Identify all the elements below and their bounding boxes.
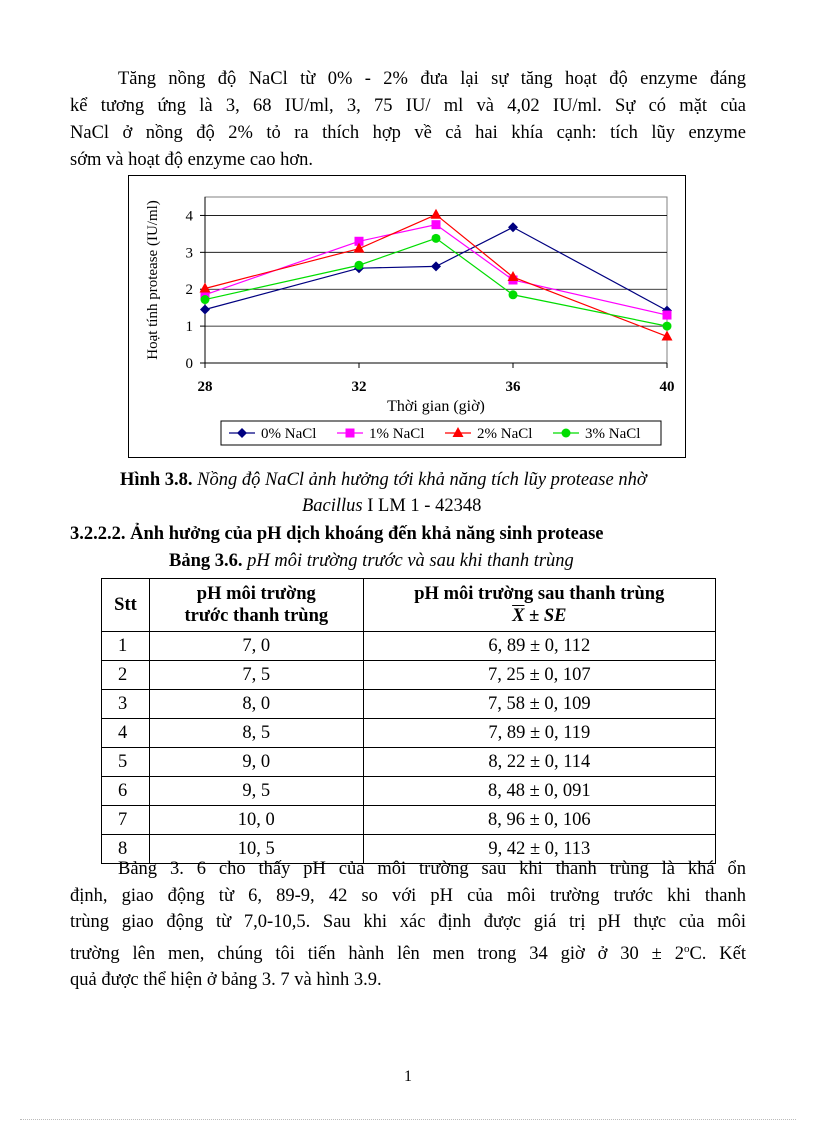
page-number: 1 — [404, 1068, 412, 1085]
legend-label: 0% NaCl — [261, 426, 317, 442]
chart-svg — [129, 176, 685, 457]
cell-after: 7, 89 ± 0, 119 — [363, 719, 715, 748]
table-row — [102, 661, 716, 690]
cell-after: 7, 25 ± 0, 107 — [363, 661, 715, 690]
cell-after: 8, 96 ± 0, 106 — [363, 806, 715, 835]
data-point — [432, 234, 441, 243]
closing-line4-text: trường lên men, chúng tôi tiến hành lên men trong 34 giờ ở 30 ± 2 — [70, 943, 684, 964]
table-row — [102, 806, 716, 835]
table-row — [102, 748, 716, 777]
header-stt: Stt — [102, 579, 150, 632]
header-before-line2: trước thanh trùng — [184, 606, 329, 626]
table-header-row — [102, 579, 716, 632]
data-point — [431, 261, 441, 271]
closing-line: quả được thể hiện ở bảng 3. 7 và hình 3.9. — [70, 970, 382, 991]
footer-divider — [20, 1119, 796, 1120]
cell-before: 10, 5 — [149, 835, 363, 864]
stt: 8 — [102, 835, 150, 864]
legend-marker — [346, 429, 355, 438]
closing-paragraph — [70, 856, 746, 994]
header-after-se: SE — [543, 606, 567, 626]
header-before-line1: pH môi trường — [196, 584, 316, 604]
cell-after: 9, 42 ± 0, 113 — [363, 835, 715, 864]
closing-line: định, giao động từ 6, 89-9, 42 so với pH của môi trường trước khi thanh — [70, 885, 746, 906]
cell-after: 6, 89 ± 0, 112 — [363, 632, 715, 661]
figure-caption-text: Nồng độ NaCl ảnh hưởng tới khả năng tích lũy protease nhờ — [197, 470, 647, 490]
cell-before: 9, 0 — [149, 748, 363, 777]
cell-after: 7, 58 ± 0, 109 — [363, 690, 715, 719]
header-after-pm: ± — [529, 606, 540, 626]
x-tick-label: 32 — [351, 379, 367, 395]
closing-line: trùng giao động từ 7,0-10,5. Sau khi xác định được giá trị pH thực của môi — [70, 912, 746, 932]
intro-line: NaCl ở nồng độ 2% tỏ ra thích hợp về cả hai khía cạnh: tích lũy enzyme — [70, 123, 746, 143]
y-axis-label: Hoạt tính protease (IU/ml) — [145, 200, 161, 360]
data-point — [200, 305, 210, 315]
data-point — [355, 261, 364, 270]
closing-line: Bảng 3. 6 cho thấy pH của môi trường sau khi thanh trùng là khá ổn — [118, 859, 746, 879]
figure-caption-strain: I LM 1 - 42348 — [367, 496, 482, 516]
cell-before: 7, 0 — [149, 632, 363, 661]
y-tick-label: 1 — [185, 319, 193, 336]
data-point — [663, 311, 672, 320]
closing-line — [70, 936, 746, 968]
table-row — [102, 690, 716, 719]
figure-caption-species: Bacillus — [302, 496, 363, 516]
table-caption-text: pH môi trường trước và sau khi thanh trùng — [247, 551, 574, 571]
header-before — [149, 579, 363, 632]
data-point — [508, 222, 518, 232]
section-heading: 3.2.2.2. Ảnh hưởng của pH dịch khoáng đến khả năng sinh protease — [70, 524, 604, 544]
stt: 3 — [102, 690, 150, 719]
cell-before: 9, 5 — [149, 777, 363, 806]
header-after-line1: pH môi trường sau thanh trùng — [414, 584, 665, 604]
stt: 5 — [102, 748, 150, 777]
cell-after: 8, 22 ± 0, 114 — [363, 748, 715, 777]
nacl-chart — [128, 175, 686, 458]
stt: 6 — [102, 777, 150, 806]
intro-line: kể tương ứng là 3, 68 IU/ml, 3, 75 IU/ ml và 4,02 IU/ml. Sự có mặt của — [70, 96, 746, 116]
data-point — [663, 322, 672, 331]
table-row — [102, 777, 716, 806]
intro-line: Tăng nồng độ NaCl từ 0% - 2% đưa lại sự tăng hoạt độ enzyme đáng — [118, 69, 746, 89]
stt: 7 — [102, 806, 150, 835]
figure-caption-line2 — [302, 496, 481, 517]
data-point — [431, 209, 442, 219]
cell-before: 7, 5 — [149, 661, 363, 690]
data-point — [432, 220, 441, 229]
series-line-3 — [205, 238, 667, 326]
stt: 4 — [102, 719, 150, 748]
legend-label: 2% NaCl — [477, 426, 533, 442]
table-caption — [169, 551, 574, 572]
legend-label: 3% NaCl — [585, 426, 641, 442]
x-tick-label: 40 — [659, 379, 675, 395]
cell-before: 10, 0 — [149, 806, 363, 835]
cell-before: 8, 5 — [149, 719, 363, 748]
table-row — [102, 719, 716, 748]
ph-table — [101, 578, 716, 864]
figure-caption-label: Hình 3.8. — [120, 470, 193, 490]
intro-line: sớm và hoạt độ enzyme cao hơn. — [70, 150, 314, 170]
figure-caption — [120, 470, 647, 491]
table-caption-label: Bảng 3.6. — [169, 551, 243, 571]
header-after — [363, 579, 715, 632]
stt: 2 — [102, 661, 150, 690]
degree-sup: o — [683, 942, 690, 955]
data-point — [201, 295, 210, 304]
y-tick-label: 3 — [185, 245, 193, 262]
stt: 1 — [102, 632, 150, 661]
y-tick-label: 2 — [185, 282, 193, 299]
cell-before: 8, 0 — [149, 690, 363, 719]
intro-paragraph — [70, 66, 746, 174]
data-point — [509, 290, 518, 299]
table-row — [102, 632, 716, 661]
series-line-2 — [205, 215, 667, 337]
y-tick-label: 4 — [185, 208, 193, 225]
header-after-xbar: $\overline{X}$ — [512, 606, 525, 626]
x-tick-label: 36 — [505, 379, 521, 395]
x-tick-label: 28 — [197, 379, 213, 395]
legend-label: 1% NaCl — [369, 426, 425, 442]
legend-marker — [562, 429, 571, 438]
cell-after: 8, 48 ± 0, 091 — [363, 777, 715, 806]
closing-line4-tail: C. Kết — [689, 943, 746, 964]
x-axis-label: Thời gian (giờ) — [387, 398, 485, 415]
y-tick-label: 0 — [185, 356, 193, 372]
